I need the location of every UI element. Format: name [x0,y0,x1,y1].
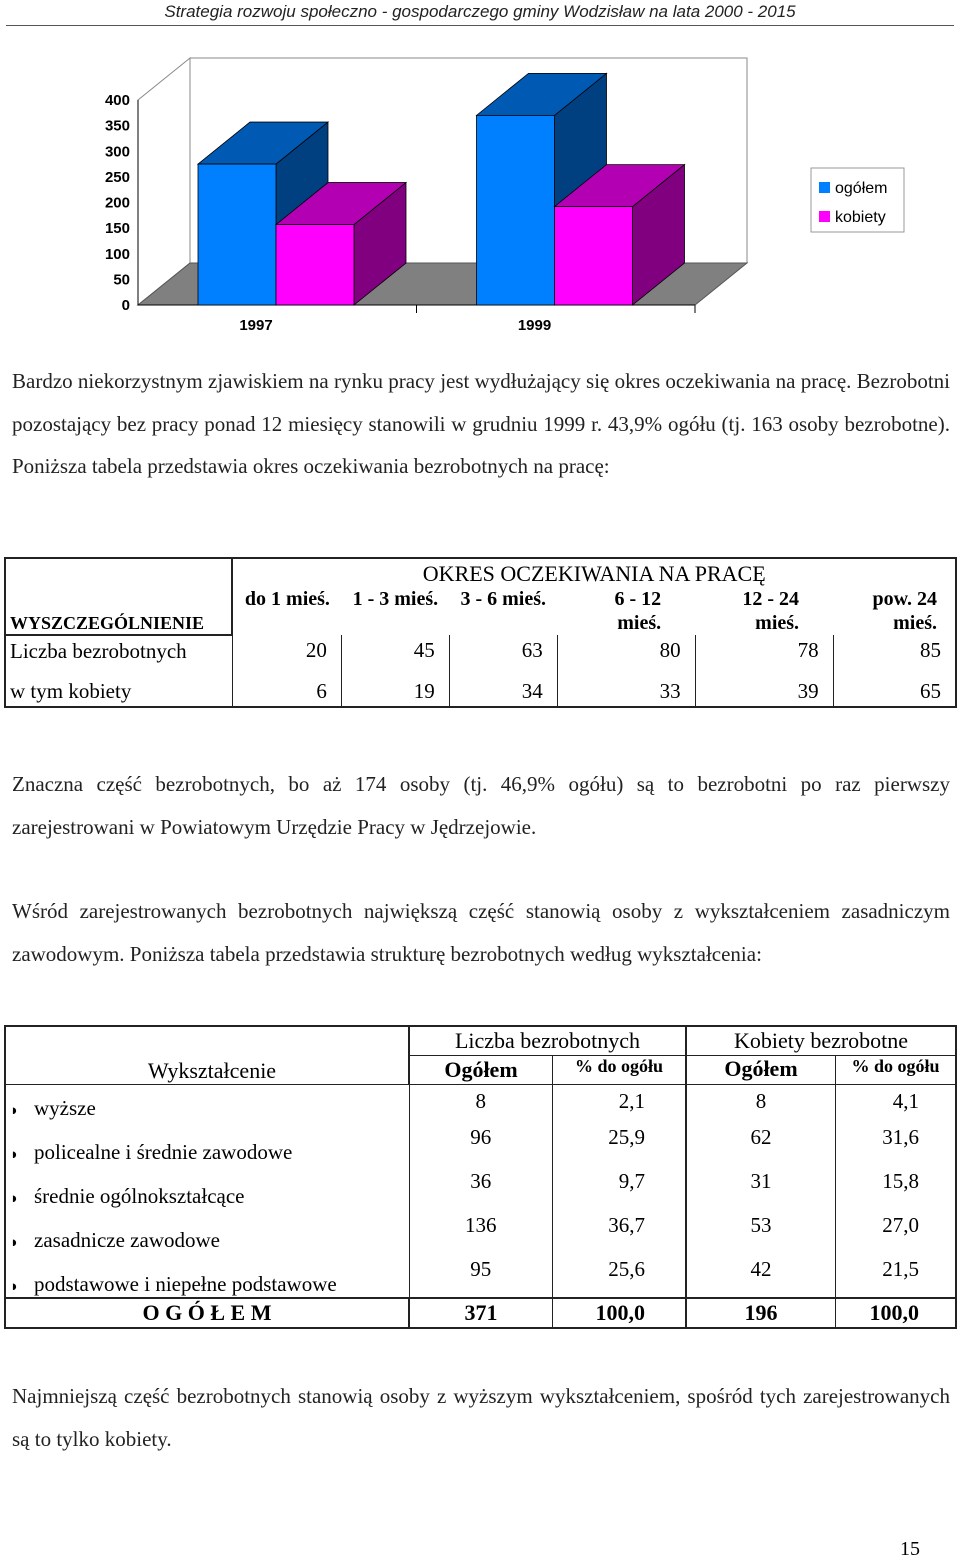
t1-cell: 85 [833,635,956,666]
table-row [5,666,956,707]
chart-y-tick-label: 150 [104,220,130,238]
chart-y-tick-label: 50 [113,271,130,289]
t2-row-text: policealne i średnie zawodowe [34,1140,293,1164]
t2-cell: 15,8 [836,1165,957,1209]
bullet-icon: ◗ [10,1147,20,1163]
t2-cell: 31 [686,1165,836,1209]
bar [477,115,555,305]
t1-col-header: do 1 mieś. [244,588,330,610]
t1-group-header: OKRES OCZEKIWANIA NA PRACĘ [232,558,956,587]
t2-row-text: średnie ogólnokształcące [34,1184,245,1208]
legend-label: kobiety [835,209,886,226]
chart-y-tick-label: 250 [104,168,130,186]
t2-total-cell: 100,0 [553,1298,687,1328]
t1-cell: 80 [557,635,695,666]
table-total-row [5,1298,956,1328]
t1-row-label: Liczba bezrobotnych [5,635,232,666]
paragraph-education: Wśród zarejestrowanych bezrobotnych największą część stanowią osoby z wykształceniem zasadniczym zawodowym. Poniższa tabela przedstawia strukturę bezrobotnych według wykształcenia: [12,899,950,966]
t2-sub-pct-2: % do ogółu [836,1056,957,1085]
t1-cell: 6 [232,666,341,707]
t2-col-label: Wykształcenie [5,1026,409,1085]
t2-group1: Liczba bezrobotnych [409,1026,686,1056]
paragraph-higher-education: Najmniejszą część bezrobotnych stanowią osoby z wyższym wykształceniem, spośród tych zarejestrowanych są to tylko kobiety. [12,1384,950,1451]
waiting-period-table [4,557,957,708]
t2-cell: 95 [409,1253,553,1298]
legend-swatch [819,211,830,222]
t1-col-header: 12 - 24 mieś. [742,588,800,634]
t2-cell: 4,1 [836,1085,957,1122]
t2-total-cell: 196 [686,1298,836,1328]
bullet-icon: ◗ [10,1235,20,1251]
t1-cell: 39 [695,666,833,707]
chart-y-tick-label: 300 [104,143,130,161]
t1-cell: 33 [557,666,695,707]
t2-cell: 9,7 [553,1165,687,1209]
t2-cell: 42 [686,1253,836,1298]
bar [555,207,633,305]
t2-row-label [5,1165,409,1209]
chart-y-tick-label: 400 [104,92,130,109]
t1-col-header: pow. 24 mieś. [833,587,956,635]
table-row [5,1253,956,1298]
t2-cell: 25,9 [553,1121,687,1165]
t2-cell: 25,6 [553,1253,687,1298]
chart-x-tick-label: 1999 [517,317,552,334]
t2-row-label [5,1253,409,1298]
t1-cell: 20 [232,635,341,666]
t2-total-label: O G Ó Ł E M [5,1298,409,1328]
t2-row-text: zasadnicze zawodowe [34,1228,220,1252]
t2-row-text: podstawowe i niepełne podstawowe [34,1272,337,1296]
t2-cell: 27,0 [836,1209,957,1253]
t1-row-label: w tym kobiety [5,666,232,707]
chart-side-wall [138,58,190,305]
unemployment-bar-chart [0,50,960,350]
t2-group2: Kobiety bezrobotne [686,1026,956,1056]
bullet-icon: ◗ [10,1191,20,1207]
t2-cell: 36,7 [553,1209,687,1253]
page-header: Strategia rozwoju społeczno - gospodarczego gminy Wodzisław na lata 2000 - 2015 [164,2,796,21]
bullet-icon: ◗ [10,1103,20,1119]
t2-cell: 31,6 [836,1121,957,1165]
t1-cell: 45 [341,635,449,666]
t2-cell: 136 [409,1209,553,1253]
table-row [5,1085,956,1122]
paragraph-first-time: Znaczna część bezrobotnych, bo aż 174 osoby (tj. 46,9% ogółu) są to bezrobotni po raz pierwszy zarejestrowani w Powiatowym Urzędzie Pracy w Jędrzejowie. [12,772,950,839]
t2-total-cell: 371 [409,1298,553,1328]
paragraph-waiting-period: Bardzo niekorzystnym zjawiskiem na rynku pracy jest wydłużający się okres oczekiwania na pracę. Bezrobotni pozostający bez pracy ponad 12 miesięcy stanowili w grudniu 1999 r. 43,9% ogółu (tj. 163 osoby bezrobotne). Poniższa tabela przedstawia okres oczekiwania bezrobotnych na pracę: [12,369,950,478]
t2-sub-pct-1: % do ogółu [553,1056,687,1085]
legend-swatch [819,182,830,193]
bar [276,225,354,305]
t2-cell: 21,5 [836,1253,957,1298]
page-number: 15 [900,1538,920,1560]
t2-row-label [5,1209,409,1253]
t1-cell: 19 [341,666,449,707]
legend-label: ogółem [835,180,888,197]
t1-col-header: 6 - 12 mieś. [614,588,662,634]
t2-cell: 2,1 [553,1085,687,1122]
t2-sub-total-2: Ogółem [686,1056,836,1085]
t2-total-cell: 100,0 [836,1298,957,1328]
t2-cell: 53 [686,1209,836,1253]
table-row [5,1165,956,1209]
t1-cell: 65 [833,666,956,707]
t2-row-text: wyższe [34,1096,96,1120]
t1-cell: 78 [695,635,833,666]
t1-col-header: 3 - 6 mieś. [460,588,547,610]
bar [198,164,276,305]
t2-cell: 96 [409,1121,553,1165]
chart-y-tick-label: 0 [121,297,130,314]
t2-cell: 62 [686,1121,836,1165]
t2-cell: 8 [686,1085,836,1122]
chart-y-tick-label: 350 [104,117,130,135]
chart-y-tick-label: 200 [104,194,130,212]
t1-cell: 34 [449,666,557,707]
table-row [5,635,956,666]
header-rule [6,25,954,26]
t2-row-label [5,1121,409,1165]
t2-row-label [5,1085,409,1122]
t2-cell: 36 [409,1165,553,1209]
chart-x-tick-label: 1997 [239,317,273,334]
bullet-icon: ◗ [10,1279,20,1295]
t1-label: WYSZCZEGÓLNIENIE [5,558,232,635]
t1-cell: 63 [449,635,557,666]
t2-sub-total-1: Ogółem [409,1056,553,1085]
table-row [5,1209,956,1253]
t2-cell: 8 [409,1085,553,1122]
education-table [4,1025,957,1329]
t1-col-header: 1 - 3 mieś. [352,588,439,610]
chart-y-tick-label: 100 [104,245,130,263]
table-row [5,1121,956,1165]
